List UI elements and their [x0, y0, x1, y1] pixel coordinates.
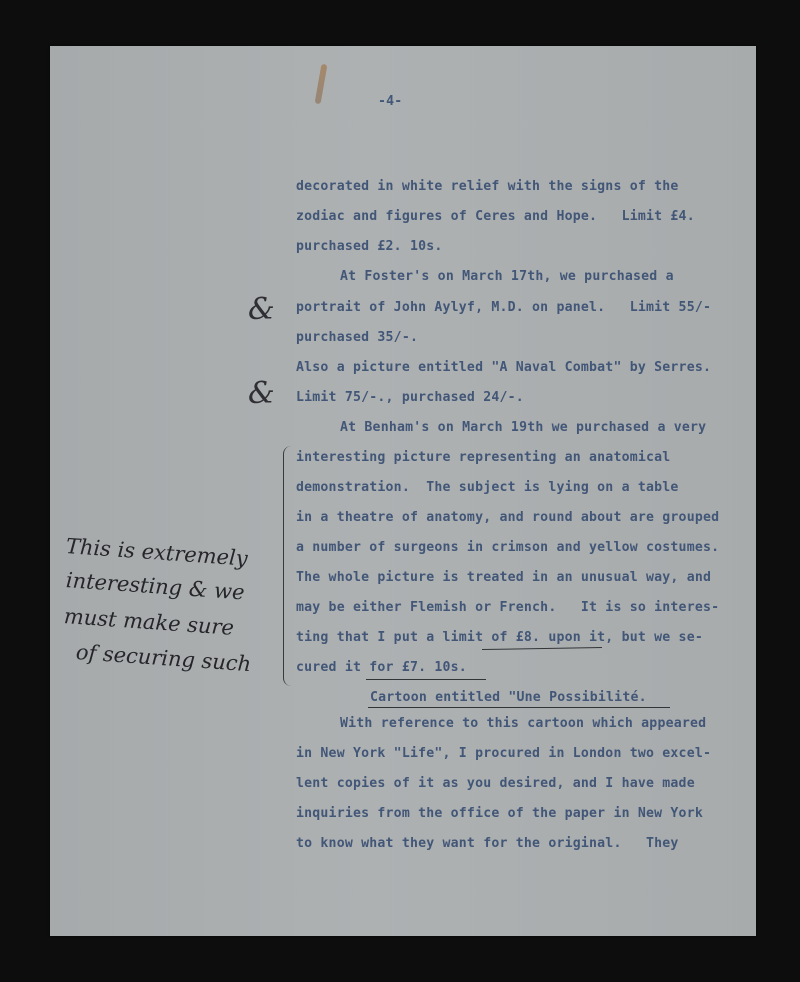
handwritten-note-line: must make sure: [63, 604, 235, 640]
typed-line: At Benham's on March 19th we purchased a very: [340, 420, 707, 435]
document-page: [50, 46, 756, 936]
margin-ampersand: &: [248, 292, 275, 327]
typed-line: At Foster's on March 17th, we purchased a: [340, 269, 674, 284]
handwritten-note-line: of securing such: [75, 640, 252, 677]
typed-line: may be either Flemish or French. It is so interes-: [296, 600, 720, 615]
typed-line: Limit 75/-., purchased 24/-.: [296, 390, 524, 405]
pencil-underline: [366, 679, 486, 680]
heading-underline: [368, 707, 670, 708]
typed-line: purchased £2. 10s.: [296, 239, 443, 254]
typed-line: The whole picture is treated in an unusual way, and: [296, 570, 712, 585]
typed-line: purchased 35/-.: [296, 330, 419, 345]
section-heading: Cartoon entitled "Une Possibilité.: [370, 690, 647, 705]
handwritten-note-line: interesting & we: [65, 568, 246, 605]
typed-line: lent copies of it as you desired, and I have made: [296, 776, 695, 791]
typed-line: Also a picture entitled "A Naval Combat" by Serres.: [296, 360, 712, 375]
typed-line: to know what they want for the original. They: [296, 836, 679, 851]
margin-bracket: [283, 446, 296, 686]
typed-line: decorated in white relief with the signs of the: [296, 179, 679, 194]
typed-line: portrait of John Aylyf, M.D. on panel. Limit 55/-: [296, 300, 712, 315]
typed-line: interesting picture representing an anatomical: [296, 450, 671, 465]
pencil-underline: [482, 647, 602, 650]
page-number: -4-: [378, 94, 403, 109]
typed-line: ting that I put a limit of £8. upon it, but we se-: [296, 630, 703, 645]
typed-line: in a theatre of anatomy, and round about are grouped: [296, 510, 720, 525]
typed-line: demonstration. The subject is lying on a table: [296, 480, 679, 495]
typed-line: inquiries from the office of the paper in New York: [296, 806, 703, 821]
typed-line: a number of surgeons in crimson and yellow costumes.: [296, 540, 720, 555]
stain-mark: [315, 64, 328, 104]
handwritten-note-line: This is extremely: [65, 534, 249, 571]
typed-line: in New York "Life", I procured in London two excel-: [296, 746, 712, 761]
margin-ampersand: &: [248, 376, 275, 411]
typed-line: cured it for £7. 10s.: [296, 660, 467, 675]
typed-line: zodiac and figures of Ceres and Hope. Limit £4.: [296, 209, 695, 224]
typed-line: With reference to this cartoon which appeared: [340, 716, 707, 731]
